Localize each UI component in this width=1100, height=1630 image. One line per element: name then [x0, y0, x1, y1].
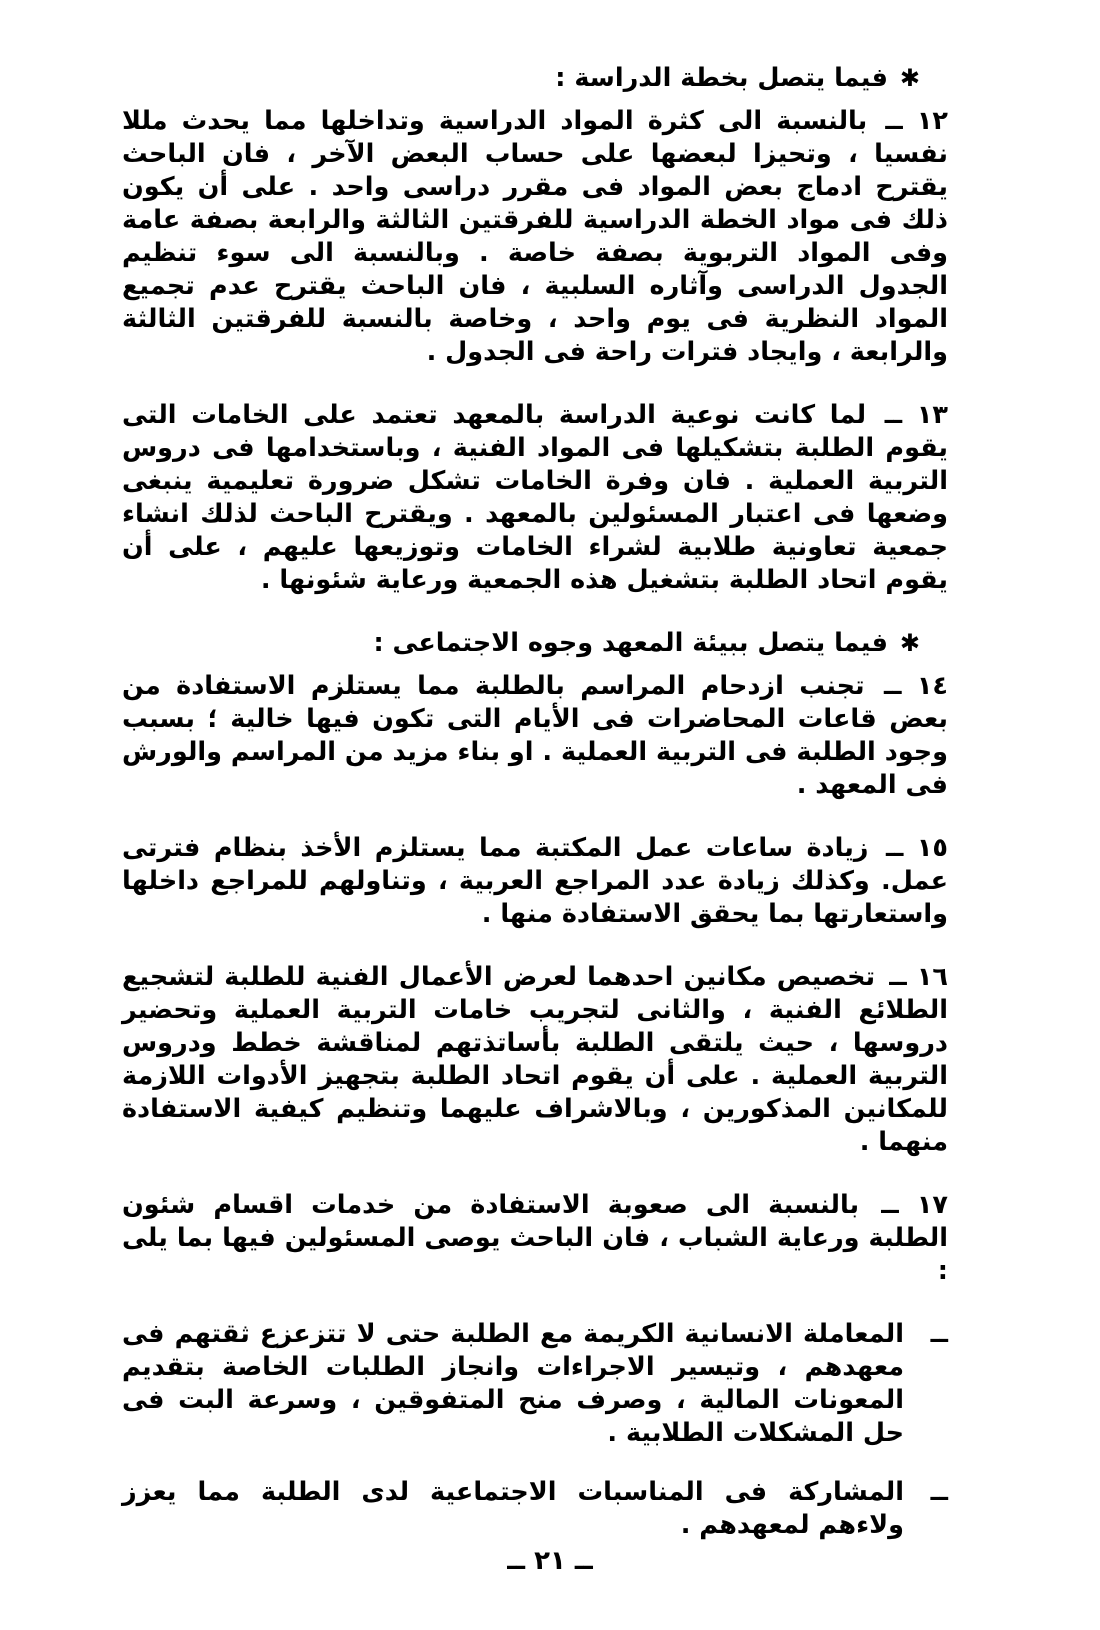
bullet-item: [122, 1318, 948, 1450]
dash-marker: ــ: [930, 1477, 948, 1507]
paragraph-number: ١٧ ــ: [881, 1190, 948, 1220]
paragraph-text: تجنب ازدحام المراسم بالطلبة مما يستلزم الاستفادة من بعض قاعات المحاضرات فى الأيام التى تكون فيها خالية ؛ بسبب وجود الطلبة فى التربية العملية . او بناء مزيد من المراسم والورش فى المعهد .: [122, 671, 948, 800]
paragraph-12: [122, 105, 948, 369]
paragraph-15: [122, 832, 948, 931]
section-heading-institute-environment: ✱فيما يتصل ببيئة المعهد وجوه الاجتماعى :: [373, 628, 920, 658]
page-number: ــ ٢١ ــ: [507, 1546, 593, 1576]
bullet-text: المعاملة الانسانية الكريمة مع الطلبة حتى لا تتزعزع ثقتهم فى معهدهم ، وتيسير الاجراءات وانجاز الطلبات الخاصة بتقديم المعونات المالية ، وصرف منح المتفوقين ، وسرعة البت فى حل المشكلات الطلابية .: [122, 1319, 904, 1448]
paragraph-text: تخصيص مكانين احدهما لعرض الأعمال الفنية للطلبة لتشجيع الطلائع الفنية ، والثانى لتجريب خامات التربية العملية وتحضير دروسها ، حيث يلتقى الطلبة بأساتذتهم لمناقشة خطط ودروس التربية العملية . على أن يقوم اتحاد الطلبة بتجهيز الأدوات اللازمة للمكانين المذكورين ، وبالاشراف عليهما وتنظيم كيفية الاستفادة منهما .: [122, 962, 948, 1157]
paragraph-number: ١٥ ــ: [885, 833, 948, 863]
paragraph-text: زيادة ساعات عمل المكتبة مما يستلزم الأخذ بنظام فترتى عمل. وكذلك زيادة عدد المراجع العربية ، وتناولهم للمراجع داخلها واستعارتها بما يحقق الاستفادة منها .: [122, 833, 948, 929]
paragraph-number: ١٢ ــ: [885, 106, 948, 136]
section-heading-study-plan: ✱فيما يتصل بخطة الدراسة :: [555, 63, 920, 93]
paragraph-text: بالنسبة الى كثرة المواد الدراسية وتداخلها مما يحدث مللا نفسيا ، وتحيزا لبعضها على حساب البعض الآخر ، فان الباحث يقترح ادماج بعض المواد فى مقرر دراسى واحد . على أن يكون ذلك فى مواد الخطة الدراسية للفرقتين الثالثة والرابعة بصفة عامة وفى المواد التربوية بصفة خاصة . وبالنسبة الى سوء تنظيم الجدول الدراسى وآثاره السلبية ، فان الباحث يقترح عدم تجميع المواد النظرية فى يوم واحد ، وخاصة بالنسبة للفرقتين الثالثة والرابعة ، وايجاد فترات راحة فى الجدول .: [122, 106, 948, 367]
paragraph-number: ١٦ ــ: [889, 962, 948, 992]
bullet-text: المشاركة فى المناسبات الاجتماعية لدى الطلبة مما يعزز ولاءهم لمعهدهم .: [122, 1477, 904, 1540]
asterisk-icon: ✱: [899, 629, 920, 657]
paragraph-16: [122, 961, 948, 1159]
paragraph-text: بالنسبة الى صعوبة الاستفادة من خدمات اقسام شئون الطلبة ورعاية الشباب ، فان الباحث يوصى المسئولين فيها بما يلى :: [122, 1190, 948, 1286]
dash-marker: ــ: [930, 1319, 948, 1349]
paragraph-number: ١٤ ــ: [884, 671, 948, 701]
paragraph-number: ١٣ ــ: [884, 400, 948, 430]
paragraph-14: [122, 670, 948, 802]
bullet-item: [122, 1476, 948, 1542]
asterisk-icon: ✱: [899, 64, 920, 92]
paragraph-text: لما كانت نوعية الدراسة بالمعهد تعتمد على الخامات التى يقوم الطلبة بتشكيلها فى المواد الفنية ، وباستخدامها فى دروس التربية العملية . فان وفرة الخامات تشكل ضرورة تعليمية ينبغى وضعها فى اعتبار المسئولين بالمعهد . ويقترح الباحث لذلك انشاء جمعية تعاونية طلابية لشراء الخامات وتوزيعها عليهم ، على أن يقوم اتحاد الطلبة بتشغيل هذه الجمعية ورعاية شئونها .: [122, 400, 948, 595]
paragraph-13: [122, 399, 948, 597]
paragraph-17: [122, 1189, 948, 1288]
